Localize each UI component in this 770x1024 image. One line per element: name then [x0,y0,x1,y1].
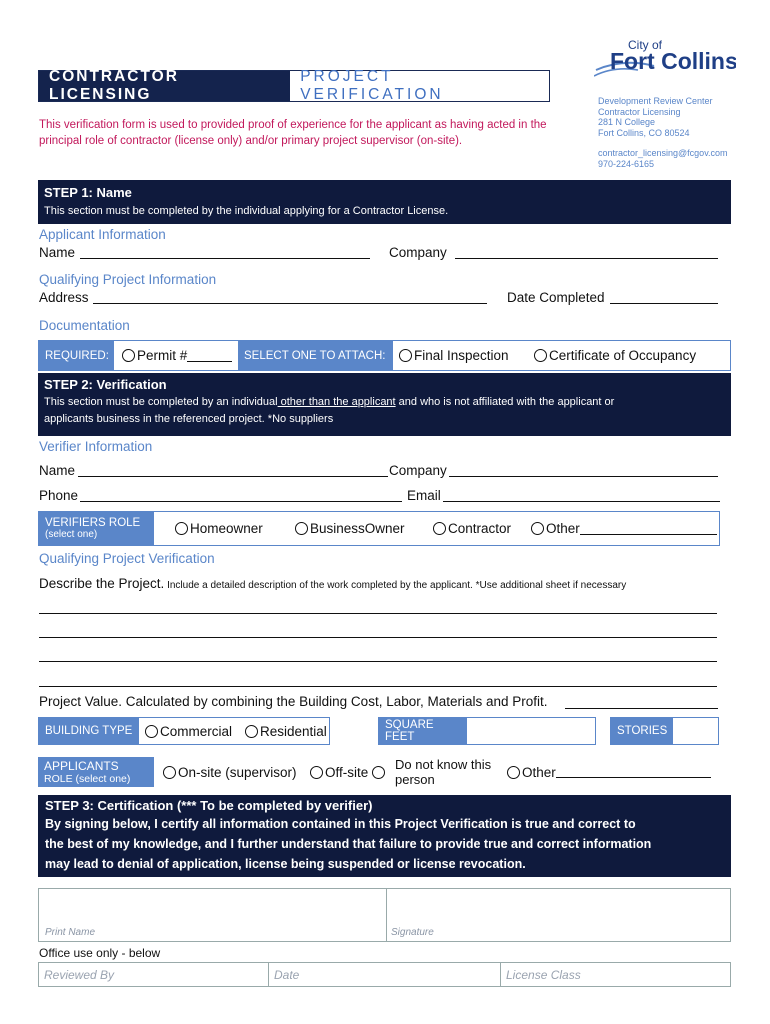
signature-field[interactable] [387,889,730,941]
intro-text: This verification form is used to provided proof of experience for the applicant as having acted in the principal role of contractor (license only) and/or primary project supervisor (on-site). [39,119,547,147]
permit-radio[interactable] [122,349,135,362]
reviewed-by-field[interactable] [39,963,269,986]
applicant-other-field[interactable] [556,766,711,778]
license-class-field[interactable] [501,963,730,986]
other-than-applicant: other than the applicant [277,396,396,408]
step1-bar [38,180,731,224]
required-tag: REQUIRED: [39,341,114,370]
step2-desc: This section must be completed by an individual other than the applicant and who is not affiliated with the applicant or [44,396,615,408]
step2-bar [38,373,731,436]
description-line-4[interactable] [39,686,717,687]
residential-radio[interactable] [245,725,258,738]
date-completed-field[interactable] [610,303,718,304]
step3-bar [38,795,731,877]
unknown-radio[interactable] [372,766,385,779]
verifier-company-label: Company [389,463,447,478]
applicant-name-field[interactable] [80,258,370,259]
verifier-company-field[interactable] [449,476,718,477]
building-type-row [38,717,330,745]
applicant-other-option[interactable]: Other [507,765,711,780]
signature-label: Signature [391,927,434,938]
contact-phone: 970-224-6165 [598,158,655,169]
certificate-option[interactable] [534,348,696,363]
office-use-box [38,962,731,987]
signature-box [38,888,731,942]
applicant-company-label: Company [389,245,447,260]
role-business-owner-radio[interactable] [295,522,308,535]
step1-title: STEP 1: Name [44,185,132,200]
square-feet-tag: SQUARE FEET [379,718,467,744]
print-name-label: Print Name [45,927,96,938]
applicant-name-label: Name [39,245,76,260]
role-business-owner-option[interactable]: Business Owner [295,521,433,536]
applicant-other-radio[interactable] [507,766,520,779]
verifier-role-tag: VERIFIERS ROLE (select one) [39,512,154,545]
stories-row[interactable] [610,717,719,745]
print-name-field[interactable] [39,889,387,941]
project-value-field[interactable] [565,708,718,709]
step2-desc-line2: applicants business in the referenced project. *No suppliers [44,413,334,425]
verifier-info-heading: Verifier Information [39,439,153,454]
certificate-label: Certificate of Occupancy [549,348,697,363]
offsite-option[interactable]: Off-site [310,765,395,780]
contact-email[interactable]: contractor_licensing@fcgov.com [598,148,728,159]
step3-statement: By signing below, I certify all information contained in this Project Verification is true and correct to the best of my knowledge, and I further understand that failure to provide true and correct information may lead to denial of application, license being suspended or license revocation. [45,817,652,871]
verifier-name-label: Name [39,463,76,478]
verifier-phone-label: Phone [39,488,79,503]
address-label: Address [39,290,89,305]
applicant-role-tag: APPLICANTS ROLE (select one) [38,757,154,787]
contact-unit: Contractor Licensing [598,106,681,117]
title-contractor-licensing: CONTRACTOR LICENSING [39,71,290,101]
applicant-info-heading: Applicant Information [39,227,166,242]
license-class-label: License Class [506,967,581,982]
role-other-radio[interactable] [531,522,544,535]
documentation-heading: Documentation [39,318,130,333]
building-type-tag: BUILDING TYPE [39,718,139,744]
role-homeowner-option[interactable]: Homeowner [175,521,295,536]
stories-tag: STORIES [611,718,673,744]
role-contractor-option[interactable]: Contractor [433,521,531,536]
verifier-phone-field[interactable] [80,501,402,502]
office-date-label: Date [274,967,300,982]
office-use-label: Office use only - below [39,946,161,960]
final-inspection-label: Final Inspection [414,348,509,363]
role-homeowner-radio[interactable] [175,522,188,535]
contact-street: 281 N College [598,117,656,128]
office-date-field[interactable] [269,963,501,986]
residential-option[interactable]: Residential [245,724,327,739]
final-inspection-radio[interactable] [399,349,412,362]
logo-fort-collins: Fort Collins [610,48,736,74]
address-field[interactable] [93,303,487,304]
role-other-field[interactable] [580,523,717,535]
verifier-email-field[interactable] [443,501,720,502]
offsite-radio[interactable] [310,766,323,779]
title-project-verification: PROJECT VERIFICATION [300,68,444,103]
step1-desc: This section must be completed by the individual applying for a Contractor License. [44,205,449,217]
select-one-tag: SELECT ONE TO ATTACH: [238,341,393,370]
onsite-option[interactable]: On-site (supervisor) [163,765,310,780]
unknown-option[interactable]: Do not know this person [395,757,492,787]
description-line-3[interactable] [39,661,717,662]
permit-option[interactable] [122,348,234,363]
contact-dept: Development Review Center [598,96,713,106]
certificate-radio[interactable] [534,349,547,362]
square-feet-row[interactable] [378,717,596,745]
contact-block [598,96,728,170]
form-title [38,70,550,102]
qualifying-verification-heading: Qualifying Project Verification [39,551,215,566]
permit-number-field[interactable] [187,350,232,362]
role-other-option[interactable]: Other [531,521,717,536]
commercial-radio[interactable] [145,725,158,738]
verifier-role-row [38,511,720,546]
permit-label: Permit # [137,348,188,363]
step3-title: STEP 3: Certification (*** To be completed by verifier) [45,798,373,813]
role-contractor-radio[interactable] [433,522,446,535]
reviewed-by-label: Reviewed By [44,967,115,982]
contact-city: Fort Collins, CO 80524 [598,127,690,138]
verifier-name-field[interactable] [78,476,388,477]
date-completed-label: Date Completed [507,290,605,305]
logo-city-of: City of [628,38,663,52]
step2-title: STEP 2: Verification [44,377,167,392]
final-inspection-option[interactable] [399,348,534,363]
commercial-option[interactable]: Commercial [145,724,245,739]
fort-collins-logo [594,36,736,88]
description-line-1[interactable] [39,613,717,614]
describe-project-label: Describe the Project. Include a detailed description of the work completed by the applicant. *Use additional sheet if necessary [39,576,627,591]
verifier-email-label: Email [407,488,441,503]
documentation-row [38,340,731,371]
qualifying-project-heading: Qualifying Project Information [39,272,217,287]
applicant-role-row [38,757,720,787]
description-line-2[interactable] [39,637,717,638]
applicant-company-field[interactable] [455,258,718,259]
project-value-label: Project Value. Calculated by combining the Building Cost, Labor, Materials and Profit. [39,694,548,709]
onsite-radio[interactable] [163,766,176,779]
